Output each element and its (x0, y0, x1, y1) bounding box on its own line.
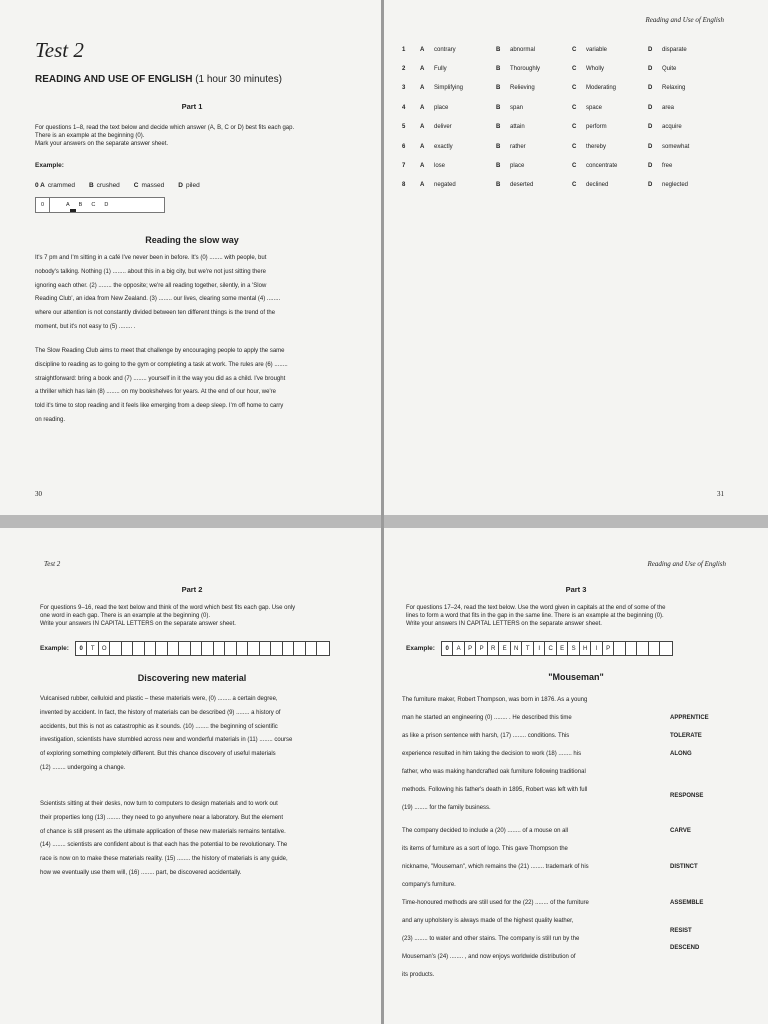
text-line: and any upholstery is always made of the highest quality leather, (402, 918, 574, 924)
answer-cell (283, 642, 295, 655)
answer-cell: 0 (442, 642, 454, 655)
text-line: its products. (402, 972, 435, 978)
page-30 (0, 0, 384, 515)
word-cue: RESPONSE (670, 793, 704, 799)
page-number: 30 (35, 490, 42, 498)
word-cue: DISTINCT (670, 864, 698, 870)
answer-cell: R (488, 642, 500, 655)
example-answer-box: Example: 0 A P P R E N T I C E S H I P (406, 641, 673, 656)
text-line: company's furniture. (402, 882, 456, 888)
answer-row: 3 A Simplifying B Relieving C Moderating D Relaxing (402, 85, 686, 92)
answer-cell (202, 642, 214, 655)
text-line: as like a prison sentence with harsh, (17) ........ conditions. This (402, 733, 570, 739)
running-head: Test 2 (44, 560, 61, 568)
text-line: Mouseman's (24) ........ , and now enjoys worldwide distribution of (402, 954, 576, 960)
paragraph-1: It's 7 pm and I'm sitting in a café I've never been in before. It's (0) ........ with people, but nobody's talking. Nothing (1) ........ about this in a big city, but we're not just sitting there ignoring each other. (2) ........ the opposite; we're all reading together, silently, in a 'Slow Reading Club', an idea from New Zealand. (3) ........ our lives, clearing some mental (4) ........ where our attention is not constantly divided between ten different things is the trend of the moment, but it's not easy to (5) ........ . (35, 255, 281, 330)
answer-cell: P (465, 642, 477, 655)
answer-options-table (402, 40, 762, 195)
answer-row: 2 A Fully B Thoroughly C Wholly D Quite (402, 66, 677, 73)
word-cue: ALONG (670, 751, 692, 757)
answer-cell (637, 642, 649, 655)
answer-cell: E (557, 642, 569, 655)
answer-cell: I (534, 642, 546, 655)
part-2-title: Part 2 (181, 585, 203, 594)
text-line: its items of furniture as a sort of logo. This gave Thompson the (402, 846, 568, 852)
page-32 (0, 528, 384, 1024)
book-gutter (381, 0, 384, 1024)
answer-cell: P (476, 642, 488, 655)
example-option-c: C massed (133, 182, 165, 189)
paragraph-1: Vulcanised rubber, celluloid and plastic – these materials were, (0) ........ a certain degree, invented by accident. In fact, the history of materials can be described (9) ........ a history of accidents, but this is not as catastrophic as it sounds. (10) ........ the beginning of scientific investigation, scientists have stumbled across new and wonderful materials in (11) ........ course of exploring something completely different. But this chance discovery of useful materials (12) ........ undergoing a change. (40, 696, 293, 771)
part-2-instructions: For questions 9–16, read the text below and think of the word which best fits each gap. Use only one word in each gap. There is an example at the beginning (0). Write your answers IN CAPITAL LETTERS on the separate answer sheet. (40, 605, 296, 627)
test-title: Test 2 (35, 38, 84, 62)
word-cue: RESIST (670, 928, 692, 934)
answer-cell: C (545, 642, 557, 655)
text-line: methods. Following his father's death in 1895, Robert was left with full (402, 787, 588, 793)
answer-row: 1 A contrary B abnormal C variable D disparate (402, 46, 687, 53)
answer-cell (649, 642, 661, 655)
text-title: "Mouseman" (548, 672, 604, 682)
answer-row: 7 A lose B place C concentrate D free (402, 163, 673, 170)
part-1-title: Part 1 (181, 102, 203, 111)
text-title: Discovering new material (137, 673, 247, 683)
word-cue: APPRENTICE (670, 715, 709, 721)
marked-answer (70, 209, 76, 212)
part-3-instructions: For questions 17–24, read the text below. Use the word given in capitals at the end of some of the lines to form a word that fits in the gap in the same line. There is an example at the beginning (0). Write your answers IN CAPITAL LETTERS on the separate answer sheet. (406, 605, 666, 627)
word-cue: TOLERATE (670, 733, 702, 739)
text-line: father, who was making handcrafted oak furniture following traditional (402, 769, 586, 775)
answer-cell: H (580, 642, 592, 655)
page-number: 31 (717, 490, 724, 498)
answer-cell (317, 642, 329, 655)
section-title: READING AND USE OF ENGLISH (1 hour 30 minutes) (35, 74, 282, 85)
example-answer-grid: 0 A B C D (35, 197, 165, 213)
running-head: Reading and Use of English (647, 560, 726, 568)
example-option-b: B crushed (88, 182, 120, 189)
word-cue: CARVE (670, 828, 691, 834)
example-label: Example: (35, 162, 64, 169)
answer-cell: 0 (76, 642, 88, 655)
answer-cell (122, 642, 134, 655)
answer-cell (260, 642, 272, 655)
text-line: man he started an engineering (0) ........ . He described this time (402, 715, 572, 721)
answer-cell: P (603, 642, 615, 655)
text-line: nickname, "Mouseman", which remains the (21) ........ trademark of his (402, 864, 589, 870)
answer-row: 6 A exactly B rather C thereby D somewhat (402, 143, 690, 150)
answer-cell (145, 642, 157, 655)
text-line: (19) ........ for the family business. (402, 805, 491, 811)
answer-cell (294, 642, 306, 655)
answer-cell (133, 642, 145, 655)
example-options (35, 182, 200, 189)
answer-cell (168, 642, 180, 655)
answer-cell (660, 642, 672, 655)
answer-cell (237, 642, 249, 655)
answer-cell: N (511, 642, 523, 655)
word-cue: DESCEND (670, 945, 700, 951)
answer-cell (248, 642, 260, 655)
answer-cell: A (453, 642, 465, 655)
answer-cell: T (522, 642, 534, 655)
text-line: The company decided to include a (20) ........ of a mouse on all (402, 828, 569, 834)
example-answer-box: Example: 0 T O (40, 641, 330, 656)
answer-cell (271, 642, 283, 655)
part-1-instructions: For questions 1–8, read the text below and decide which answer (A, B, C or D) best fits each gap. There is an example at the beginning (0). Mark your answers on the separate answer sheet. (35, 125, 295, 147)
answer-cell: O (99, 642, 111, 655)
answer-cell (191, 642, 203, 655)
text-title: Reading the slow way (145, 235, 239, 245)
answer-cell: I (591, 642, 603, 655)
answer-cell (306, 642, 318, 655)
page-spread-gap (0, 515, 768, 528)
text-line: (23) ........ to water and other stains. The company is still run by the (402, 936, 580, 942)
answer-cell (225, 642, 237, 655)
answer-row: 5 A deliver B attain C perform D acquire (402, 124, 682, 131)
answer-cell (156, 642, 168, 655)
answer-cell (110, 642, 122, 655)
page-31 (384, 0, 768, 515)
answer-cell (614, 642, 626, 655)
answer-cell: S (568, 642, 580, 655)
text-line: The furniture maker, Robert Thompson, was born in 1876. As a young (402, 697, 588, 703)
example-option-a: 0 A crammed (35, 182, 75, 189)
answer-cell (214, 642, 226, 655)
answer-cell (626, 642, 638, 655)
part-3-title: Part 3 (565, 585, 587, 594)
word-cue: ASSEMBLE (670, 900, 704, 906)
answer-cell: E (499, 642, 511, 655)
paragraph-2: Scientists sitting at their desks, now turn to computers to design materials and to work out their properties long (13) ........ they need to go anywhere near a laboratory. But the element of chance is still present as the ultimate application of these new materials remains tentative. (14) ........ scientists are confident about is that each has the potential to be revolutionary. The race is now on to make these materials reality. (15) ........ the history of materials is any guide, how we eventually use them will, (16) ........ part, be discovered accidentally. (40, 801, 288, 876)
paragraph-2: The Slow Reading Club aims to meet that challenge by encouraging people to apply the same discipline to reading as to going to the gym or completing a task at work. The rules are (6) ........ straightforward: bring a book and (7) ........ yourself in it the way you did as a child. I've brought a thriller which has lain (8) ........ on my bookshelves for years. At the end of our hour, we're told it's time to stop reading and it feels like emerging from a deep sleep. I'm off home to carry on reading. (35, 348, 288, 423)
running-head: Reading and Use of English (645, 16, 724, 24)
text-line: Time-honoured methods are still used for the (22) ........ of the furniture (402, 900, 589, 906)
answer-cell (179, 642, 191, 655)
answer-row: 4 A place B span C space D area (402, 104, 675, 111)
text-line: experience resulted in him taking the decision to work (18) ........ his (402, 751, 582, 757)
answer-cell: T (87, 642, 99, 655)
example-option-d: D piled (178, 182, 200, 189)
answer-row: 8 A negated B deserted C declined D neglected (402, 182, 689, 189)
page-33 (384, 528, 768, 1024)
